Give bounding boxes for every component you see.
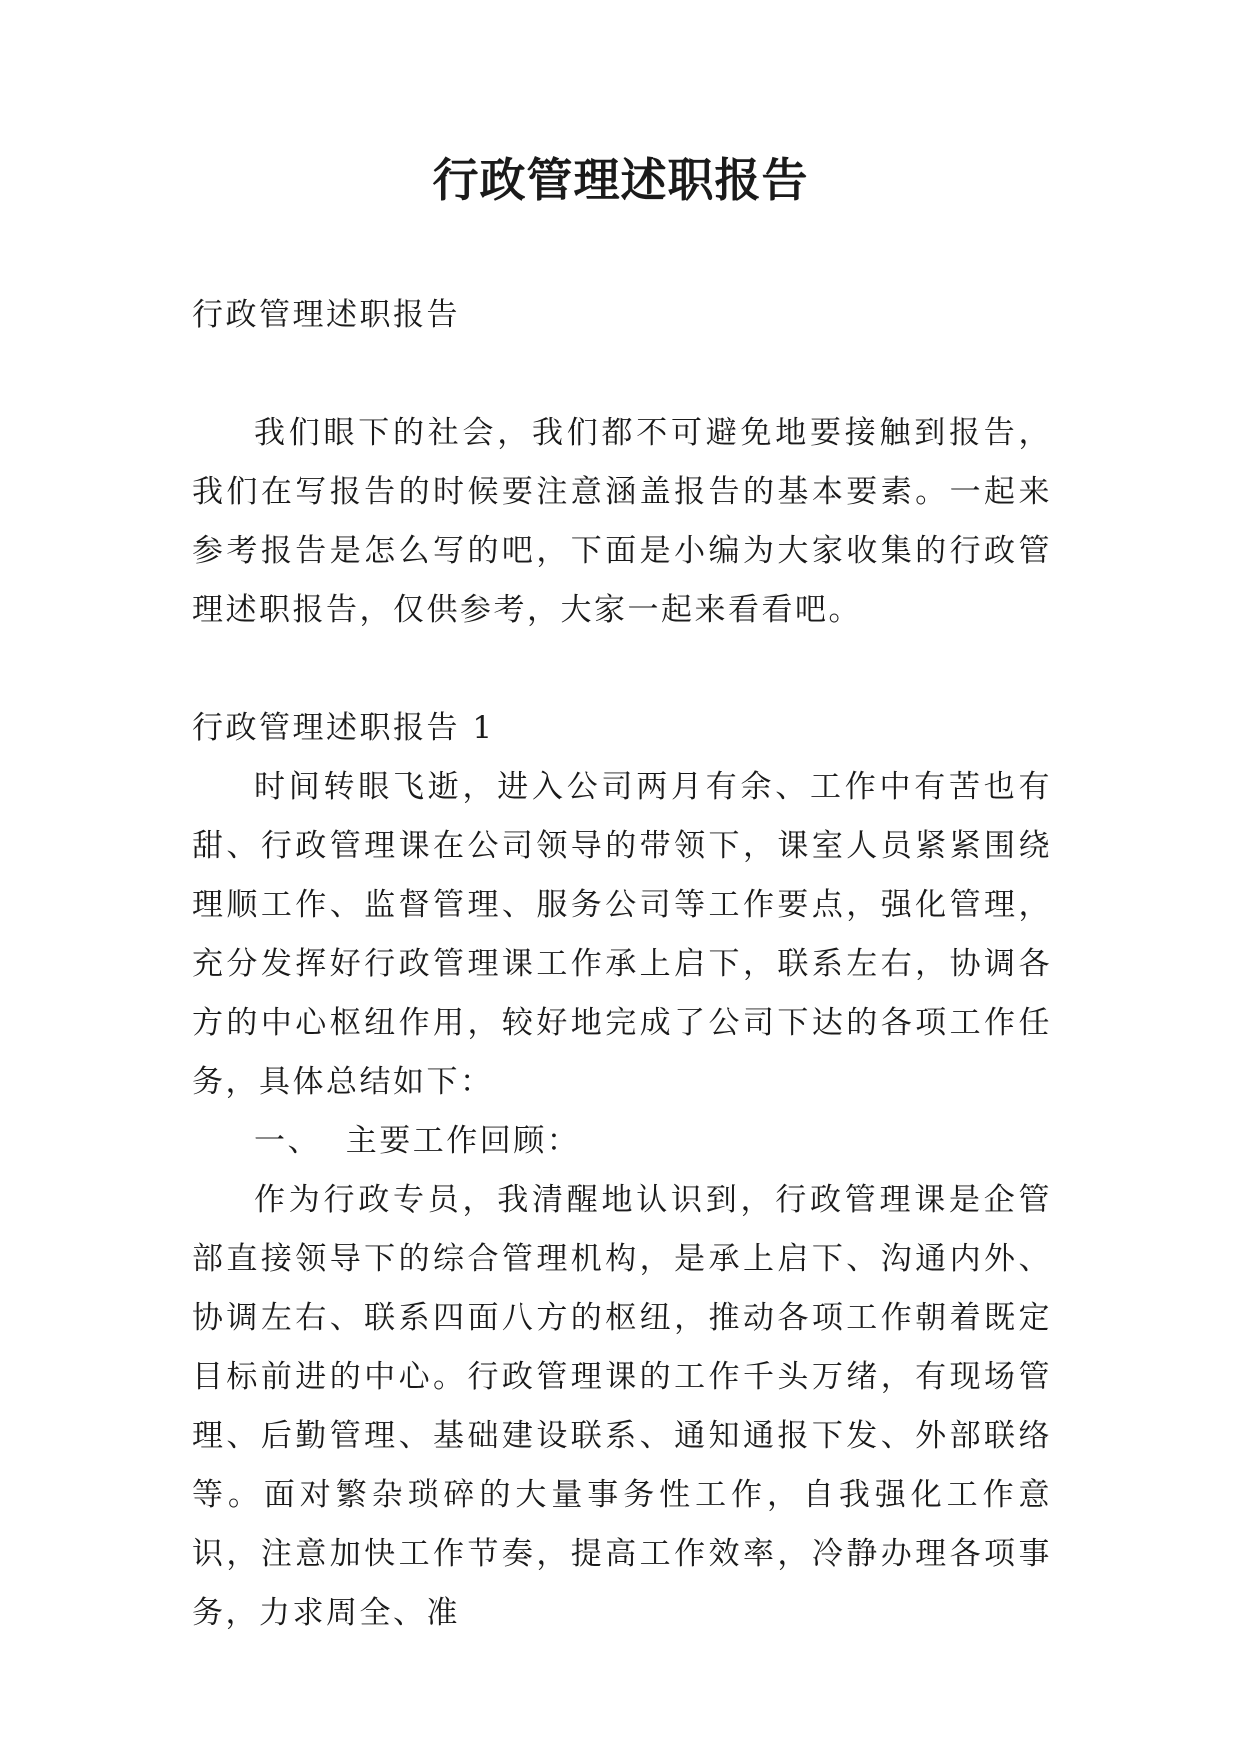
intro-paragraph: 我们眼下的社会，我们都不可避免地要接触到报告，我们在写报告的时候要注意涵盖报告的基本要素。一起来参考报告是怎么写的吧，下面是小编为大家收集的行政管理述职报告，仅供参考，大家一起来看看吧。 [192,415,1052,628]
list-heading: 一、 主要工作回顾： [254,1123,581,1159]
body-paragraph-1: 时间转眼飞逝，进入公司两月有余、工作中有苦也有甜、行政管理课在公司领导的带领下，课室人员紧紧围绕理顺工作、监督管理、服务公司等工作要点，强化管理，充分发挥好行政管理课工作承上启下，联系左右，协调各方的中心枢纽作用，较好地完成了公司下达的各项工作任务，具体总结如下： [192,769,1052,1100]
document-title: 行政管理述职报告 [432,153,809,207]
section-heading: 行政管理述职报告 1 [192,710,495,746]
document-body [192,286,1052,1643]
body-paragraph-2: 作为行政专员，我清醒地认识到，行政管理课是企管部直接领导下的综合管理机构，是承上启下、沟通内外、协调左右、联系四面八方的枢纽，推动各项工作朝着既定目标前进的中心。行政管理课的工作千头万绪，有现场管理、后勤管理、基础建设联系、通知通报下发、外部联络等。面对繁杂琐碎的大量事务性工作，自我强化工作意识，注意加快工作节奏，提高工作效率，冷静办理各项事务，力求周全、准 [192,1182,1052,1631]
document-subtitle: 行政管理述职报告 [192,297,460,333]
